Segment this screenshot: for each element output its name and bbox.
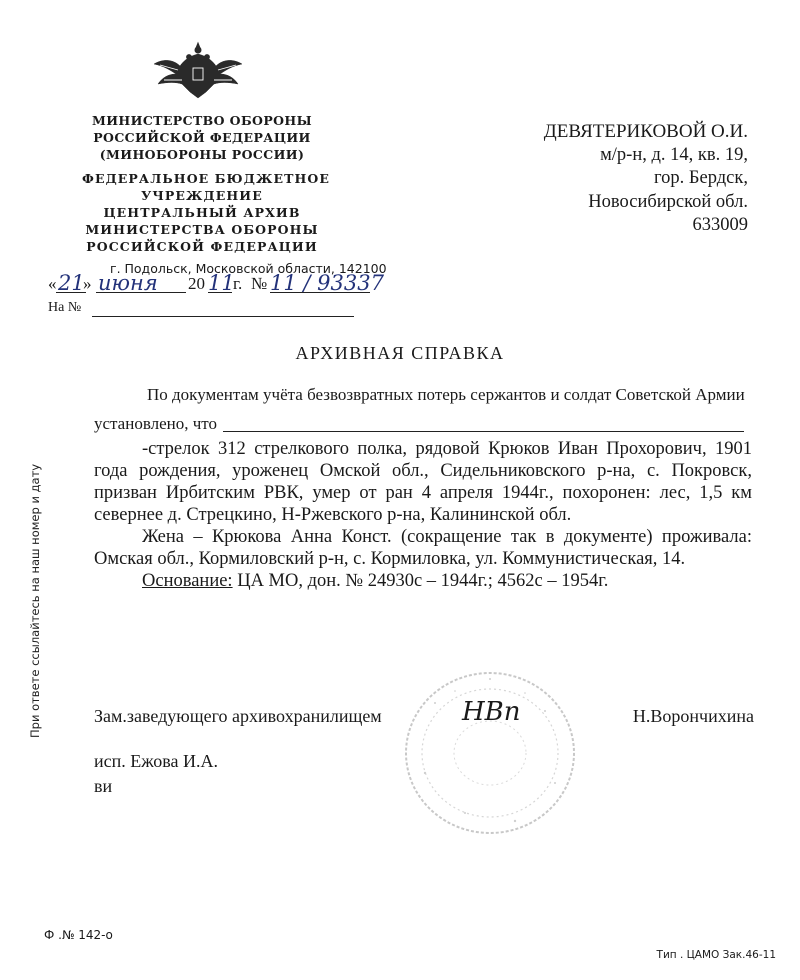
executor-block bbox=[94, 749, 218, 799]
handwritten-day: 21 bbox=[58, 271, 85, 295]
year-underline bbox=[208, 292, 232, 293]
ministry-name-block bbox=[82, 112, 322, 163]
outgoing-date-number bbox=[48, 270, 384, 298]
established-underline bbox=[223, 431, 744, 432]
round-stamp-seal bbox=[395, 663, 585, 843]
handwritten-year: 11 bbox=[208, 271, 235, 295]
recipient-address bbox=[544, 120, 748, 238]
reference-underline bbox=[92, 316, 354, 317]
established-label: установлено, что bbox=[94, 414, 218, 433]
basis-text: ЦА МО, дон. № 24930с – 1944г.; 4562с – 1954г. bbox=[232, 571, 609, 591]
year-prefix: 20 bbox=[188, 274, 205, 293]
sender-city: г. Подольск, Московской области, 142100 bbox=[110, 261, 387, 276]
signatory-name: Н.Ворончихина bbox=[632, 706, 754, 726]
body-paragraph: -стрелок 312 стрелкового полка, рядовой Крюков Иван Прохорович, 1901 года рождения, уроженец Омской обл., Сидельниковского р-на, с. Покровск, призван Ирбитским РВК, умер от ран 4 апреля 1944г., похоронен: лес, 1,5 км севернее д. Стрецкино, Н-Ржевского р-на, Калининской обл. bbox=[94, 439, 752, 525]
open-quote: « bbox=[48, 274, 57, 293]
number-mark: № bbox=[251, 274, 268, 293]
signatory-role: Зам.заведующего архивохранилищем bbox=[94, 706, 382, 726]
archive-line: МИНИСТЕРСТВА ОБОРОНЫ bbox=[85, 222, 319, 237]
handwritten-number: 11 / 93337 bbox=[270, 271, 384, 295]
recipient-line: гор. Бердск, bbox=[654, 168, 748, 188]
month-underline bbox=[96, 292, 186, 293]
recipient-name: ДЕВЯТЕРИКОВОЙ О.И. bbox=[543, 121, 748, 142]
archive-line: УЧРЕЖДЕНИЕ bbox=[141, 188, 263, 203]
basis-paragraph bbox=[94, 570, 752, 592]
handwritten-month: июня bbox=[98, 271, 158, 295]
basis-label: Основание: bbox=[142, 571, 233, 591]
body-paragraph: Жена – Крюкова Анна Конст. (сокращение так в документе) проживала: Омская обл., Кормиловский р-н, с. Кормиловка, ул. Коммунистическая, 14. bbox=[94, 527, 752, 569]
archive-line: ЦЕНТРАЛЬНЫЙ АРХИВ bbox=[103, 205, 301, 220]
archive-name-block bbox=[82, 170, 330, 255]
ministry-line: (МИНОБОРОНЫ РОССИИ) bbox=[99, 147, 305, 162]
executor-name: исп. Ежова И.А. bbox=[94, 751, 218, 771]
archive-line: ФЕДЕРАЛЬНОЕ БЮДЖЕТНОЕ bbox=[82, 171, 330, 186]
intro-line: По документам учёта безвозвратных потерь сержантов и солдат Советской Армии bbox=[147, 385, 745, 404]
number-underline bbox=[270, 292, 370, 293]
form-number: Ф .№ 142-о bbox=[44, 928, 113, 942]
close-quote: » bbox=[83, 274, 92, 293]
handwritten-signature: НВп bbox=[462, 697, 521, 727]
archive-line: РОССИЙСКОЙ ФЕДЕРАЦИИ bbox=[86, 239, 318, 254]
print-mark: Тип . ЦАМО Зак.46-11 bbox=[656, 949, 776, 961]
double-headed-eagle-emblem-icon bbox=[150, 40, 246, 100]
recipient-line: м/р-н, д. 14, кв. 19, bbox=[600, 144, 748, 165]
document-title: АРХИВНАЯ СПРАВКА bbox=[295, 343, 505, 363]
reference-label: На № bbox=[48, 300, 82, 315]
day-underline bbox=[56, 292, 86, 293]
ministry-line: РОССИЙСКОЙ ФЕДЕРАЦИИ bbox=[93, 130, 311, 145]
recipient-line: 633009 bbox=[692, 215, 748, 235]
recipient-line: Новосибирской обл. bbox=[588, 191, 748, 212]
ministry-line: МИНИСТЕРСТВО ОБОРОНЫ bbox=[91, 113, 313, 128]
certificate-body bbox=[94, 438, 752, 592]
year-mark: г. bbox=[233, 274, 243, 293]
executor-initials: ви bbox=[94, 776, 113, 796]
reply-reference-note: При ответе ссылайтесь на наш номер и дату bbox=[28, 463, 42, 738]
